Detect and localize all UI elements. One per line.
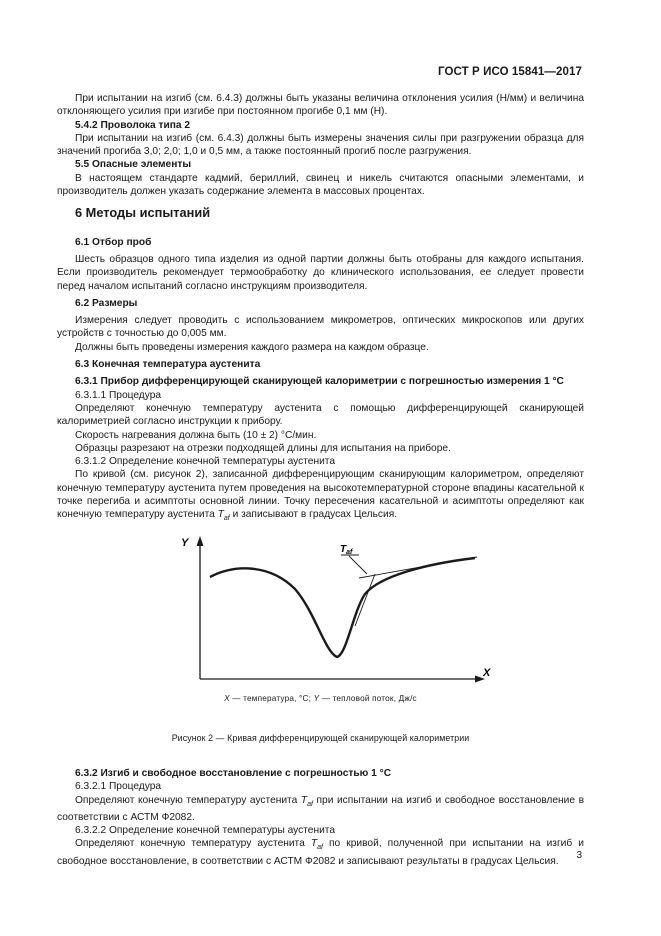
- paragraph: При испытании на изгиб (см. 6.4.3) должны быть указаны величина отклонения усилия (Н/мм) и величина отклоняющего усилия при изгибе при постоянном прогибе 0,1 мм (Н).: [57, 93, 584, 118]
- paragraph: Скорость нагревания должна быть (10 ± 2) °С/мин.: [75, 429, 317, 441]
- subsection-heading-6-3-2-1: 6.3.2.1 Процедура: [75, 781, 162, 793]
- paragraph-with-symbol: Определяют конечную температуру аустенита $T_{af}$ при испытании на изгиб и свободное восстановление в соответствии с АСТМ Ф2082.: [57, 794, 584, 823]
- subsection-heading-6-3-1-1: 6.3.1.1 Процедура: [75, 389, 162, 401]
- subsection-heading-6-3-1-2: 6.3.1.2 Определение конечной температуры аустенита: [75, 456, 336, 468]
- dsc-figure: [57, 532, 584, 732]
- document-header: ГОСТ Р ИСО 15841—2017: [437, 66, 582, 78]
- x-axis-label: X: [483, 666, 491, 679]
- section-heading-6-3-2: 6.3.2 Изгиб и свободное восстановление с погрешностью 1 °С: [75, 767, 392, 779]
- paragraph: Измерения следует проводить с использованием микрометров, оптических микроскопов или других устройств с точностью до 0,005 мм.: [57, 315, 584, 340]
- symbol-t: T: [217, 509, 224, 521]
- tangent-line: [355, 574, 375, 626]
- taf-leader-line: [349, 556, 367, 574]
- section-heading-5-4-2: 5.4.2 Проволока типа 2: [75, 119, 191, 131]
- subsection-heading-6-3-2-2: 6.3.2.2 Определение конечной температуры аустенита: [75, 825, 336, 837]
- symbol-subscript: af: [317, 844, 323, 852]
- symbol-t: T: [310, 838, 318, 850]
- section-heading-5-5: 5.5 Опасные элементы: [75, 159, 192, 171]
- symbol-t: T: [300, 794, 308, 806]
- section-heading-6-3: 6.3 Конечная температура аустенита: [75, 359, 261, 371]
- figure-caption: Рисунок 2 — Кривая дифференцирующей сканирующей калориметрии: [171, 732, 470, 743]
- taf-label: $T_{af}$: [340, 543, 353, 556]
- symbol-subscript: af: [223, 515, 230, 523]
- y-axis-arrow: [197, 536, 204, 546]
- paragraph: Образцы разрезают на отрезки подходящей длины для испытания на приборе.: [75, 442, 451, 454]
- page-number: 3: [576, 850, 582, 861]
- section-heading-6-3-1: 6.3.1 Прибор дифференцирующей сканирующей калориметрии с погрешностью измерения 1 °С: [75, 376, 564, 388]
- document-body: [57, 92, 584, 868]
- paragraph-with-symbol: По кривой (см. рисунок 2), записанной дифференцирующим сканирующим калориметром, определяют конечную температуру аустенита путем проведения на высокотемпературной стороне впадины касательной к точке перегиба и асимптоты основной линии. Точку пересечения касательной и асимптоты определяют как конечную температуру аустенита $T_{af}$ и записывают в градусах Цельсия.: [57, 469, 584, 523]
- asymptote-line: [359, 557, 477, 578]
- figure-legend: X — температура, °С; Y — тепловой поток, Дж/с: [224, 693, 417, 703]
- paragraph: При испытании на изгиб (см. 6.4.3) должны быть измерены значения силы при разгружении образца для значений прогиба 3,0; 2,0; 1,0 и 0,5 мм, а также постоянный прогиб после разгружения.: [57, 132, 584, 158]
- dsc-curve-plot: [175, 534, 505, 684]
- paragraph: Шесть образцов одного типа изделия из одной партии должны быть отобраны для каждого испытания. Если производитель рекомендует термообработку до клинического использования, ее следует провести перед началом испытаний согласно инструкциям производителя.: [57, 253, 584, 292]
- y-axis-label: Y: [181, 536, 189, 549]
- paragraph: Должны быть проведены измерения каждого размера на каждом образце.: [75, 341, 429, 353]
- paragraph: Определяют конечную температуру аустенита с помощью дифференцирующей сканирующей калориметрией согласно инструкции к прибору.: [57, 402, 584, 428]
- section-heading-6-2: 6.2 Размеры: [75, 297, 138, 309]
- paragraph-with-symbol: Определяют конечную температуру аустенита $T_{af}$ по кривой, полученной при испытании на изгиб и свободное восстановление, в соответствии с АСТМ Ф2082 и записывают результаты в градусах Цельсия.: [57, 838, 584, 867]
- paragraph: В настоящем стандарте кадмий, бериллий, свинец и никель считаются опасными элементами, и производитель должен указать содержание элемента в массовых процентах.: [57, 172, 584, 198]
- symbol-subscript: af: [307, 800, 313, 808]
- dsc-curve: [210, 558, 475, 657]
- section-heading-6: 6 Методы испытаний: [75, 205, 211, 221]
- section-heading-6-1: 6.1 Отбор проб: [75, 236, 152, 248]
